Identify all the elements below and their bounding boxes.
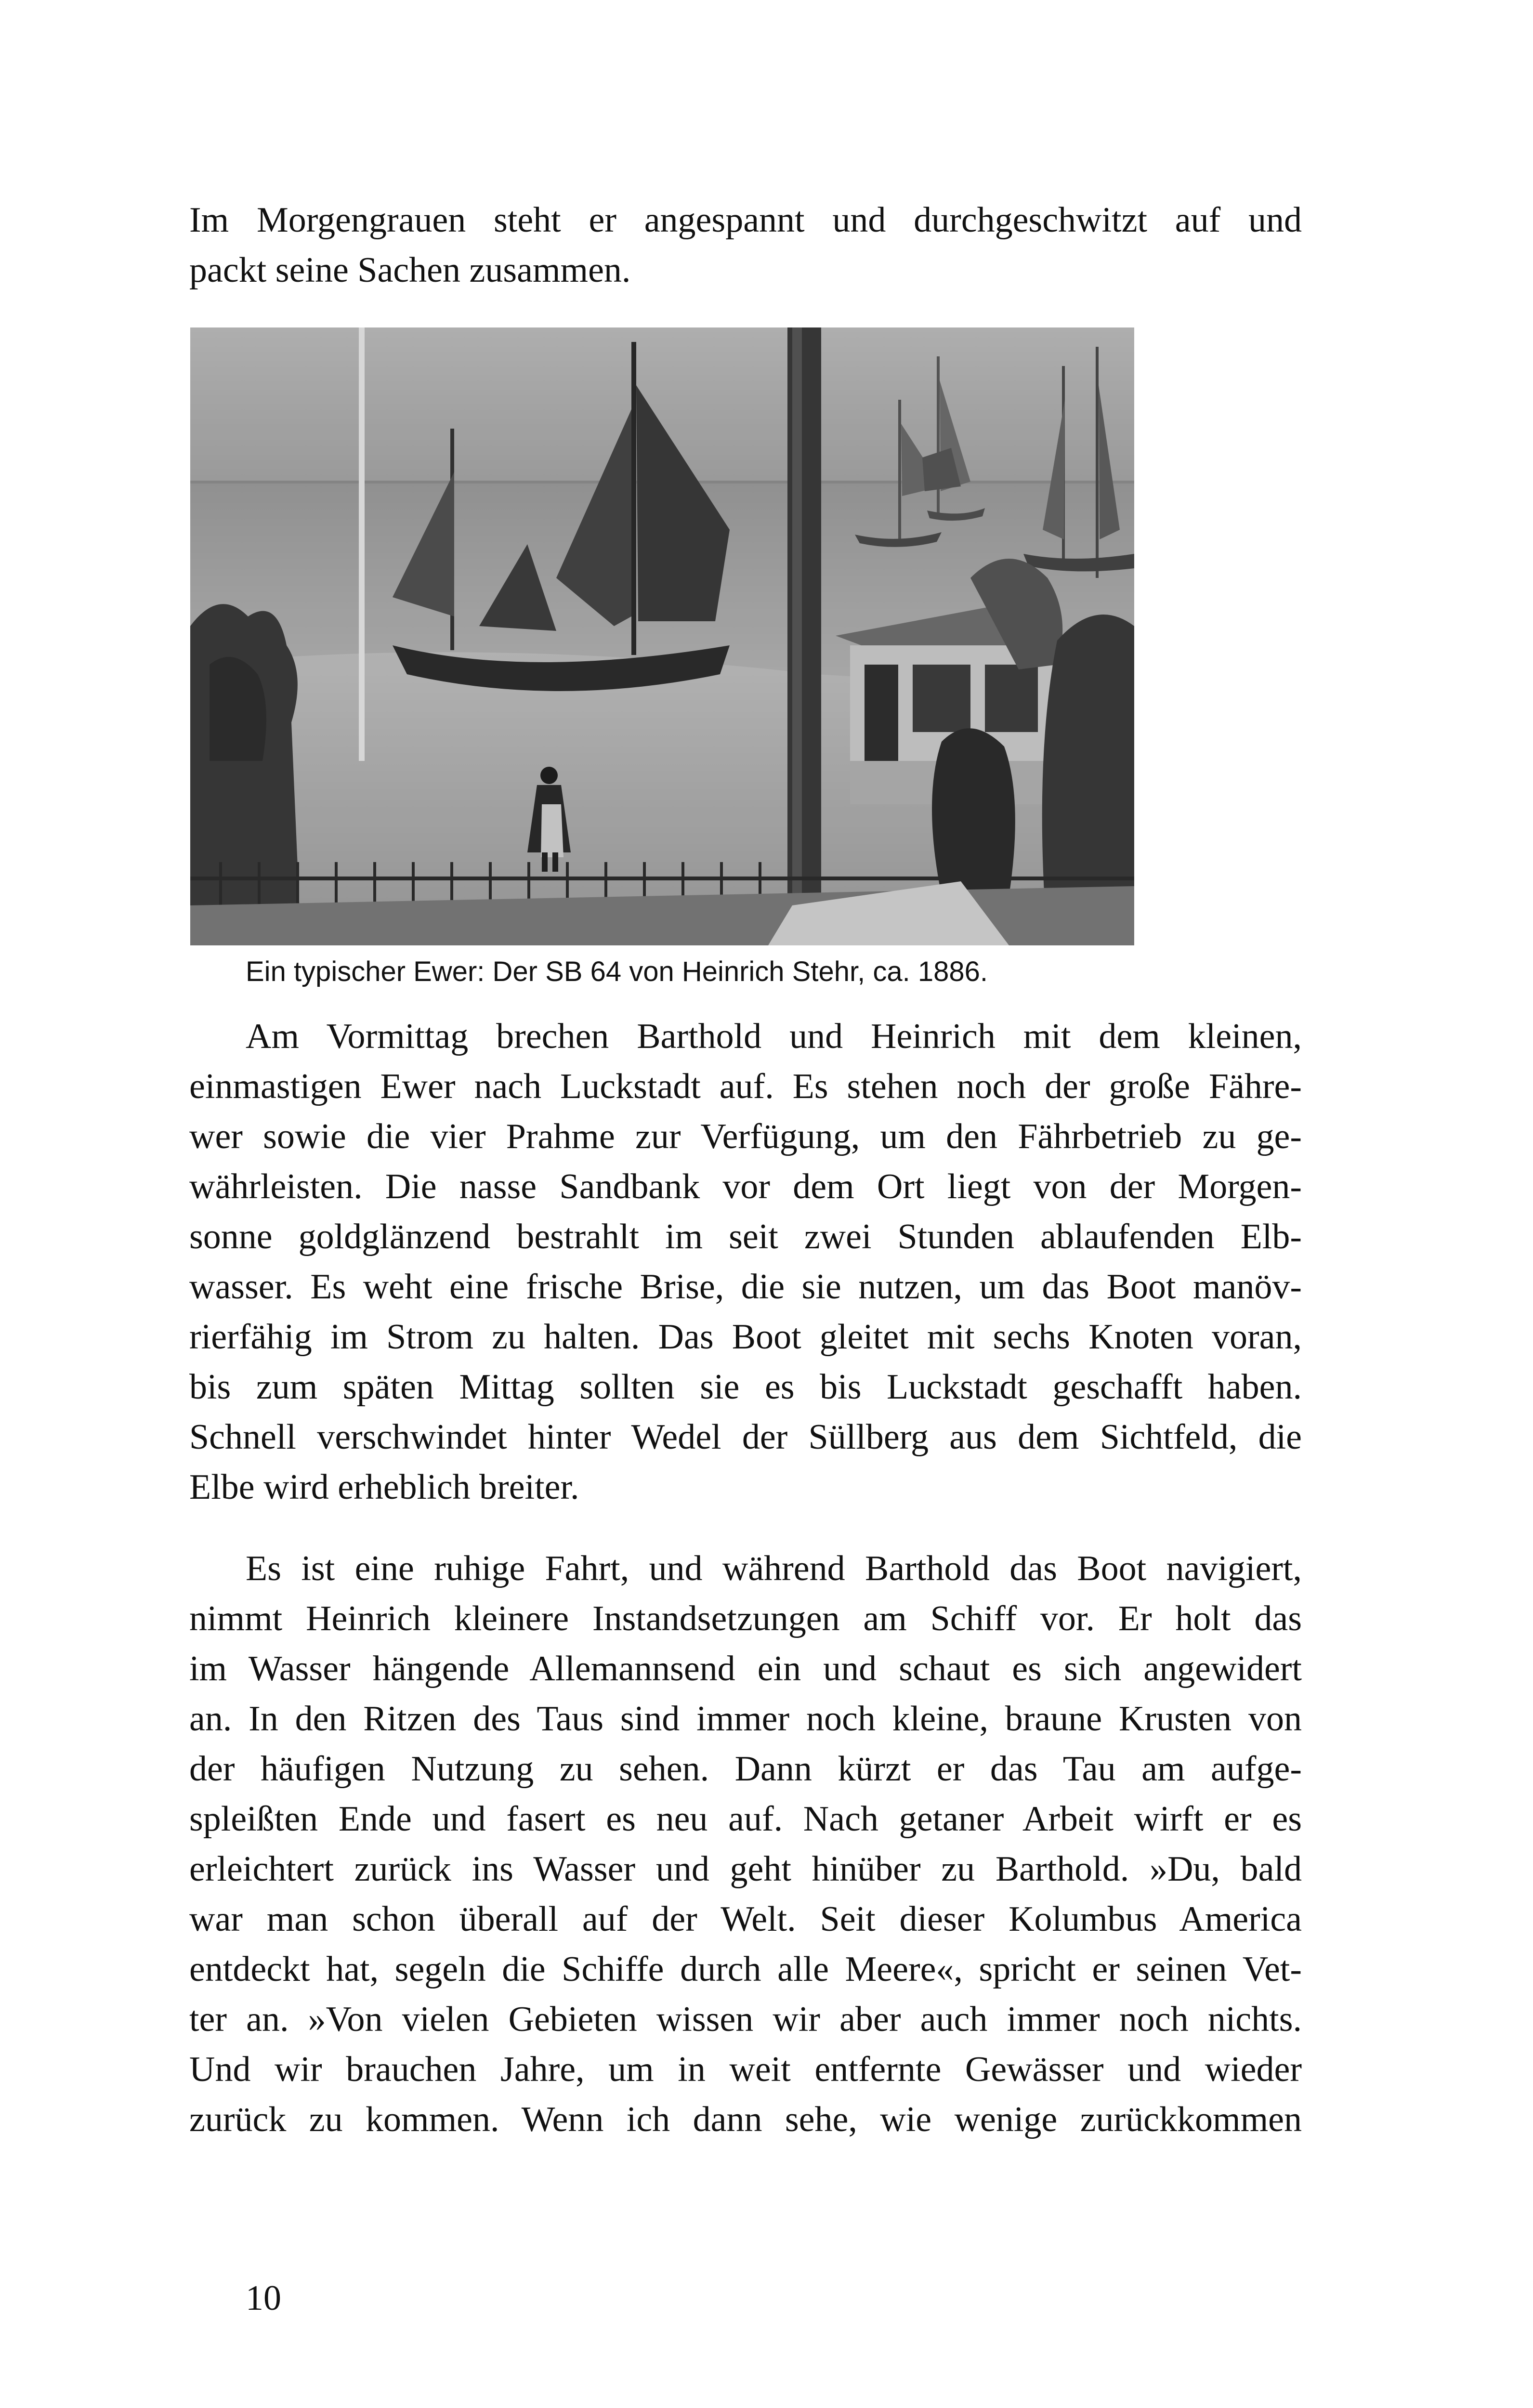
text-line: im Wasser hängende Allemannsend ein und schaut es sich angewidert [189,1649,1302,1688]
text-line: Im Morgengrauen steht er angespannt und durchgeschwitzt auf und [189,200,1302,240]
text-line: ter an. »Von vielen Gebieten wissen wir aber auch immer noch nichts. [189,2000,1302,2039]
intro-paragraph [189,195,1302,295]
text-line: Es ist eine ruhige Fahrt, und während Barthold das Boot navigiert, [246,1549,1302,1588]
text-line: Schnell verschwindet hinter Wedel der Süllberg aus dem Sichtfeld, die [189,1417,1302,1457]
text-line: Und wir brauchen Jahre, um in weit entfernte Gewässer und wieder [189,2050,1302,2089]
paragraph-2 [189,1544,1302,2145]
paragraph-1 [189,1011,1302,1512]
text-line: nimmt Heinrich kleinere Instandsetzungen am Schiff vor. Er holt das [189,1599,1302,1638]
text-line: sonne goldglänzend bestrahlt im seit zwei Stunden ablaufenden Elb- [189,1217,1302,1256]
text-line: packt seine Sachen zusammen. [189,250,631,290]
text-line: wasser. Es weht eine frische Brise, die sie nutzen, um das Boot manöv- [189,1267,1302,1307]
text-line: rierfähig im Strom zu halten. Das Boot gleitet mit sechs Knoten voran, [189,1317,1302,1357]
text-line: spleißten Ende und fasert es neu auf. Nach getaner Arbeit wirft er es [189,1799,1302,1839]
page-number: 10 [246,2278,281,2318]
photo-caption: Ein typischer Ewer: Der SB 64 von Heinrich Stehr, ca. 1886. [246,956,988,987]
photo-harbor-sailboats-icon [190,327,1134,945]
text-line: erleichtert zurück ins Wasser und geht hinüber zu Barthold. »Du, bald [189,1849,1302,1889]
text-line: währleisten. Die nasse Sandbank vor dem Ort liegt von der Morgen- [189,1167,1302,1206]
text-line: einmastigen Ewer nach Luckstadt auf. Es stehen noch der große Fähre- [189,1067,1302,1106]
text-line: an. In den Ritzen des Taus sind immer noch kleine, braune Krusten von [189,1699,1302,1739]
text-line: war man schon überall auf der Welt. Seit dieser Kolumbus America [189,1899,1302,1939]
text-line: der häufigen Nutzung zu sehen. Dann kürzt er das Tau am aufge- [189,1749,1302,1789]
text-line: zurück zu kommen. Wenn ich dann sehe, wie wenige zurückkommen [189,2100,1302,2139]
text-line: Elbe wird erheblich breiter. [189,1467,579,1507]
text-line: wer sowie die vier Prahme zur Verfügung, um den Fährbetrieb zu ge- [189,1117,1302,1156]
historic-photo [190,327,1134,945]
text-line: Am Vormittag brechen Barthold und Heinrich mit dem kleinen, [246,1017,1302,1056]
text-line: bis zum späten Mittag sollten sie es bis Luckstadt geschafft haben. [189,1367,1302,1407]
text-line: entdeckt hat, segeln die Schiffe durch alle Meere«, spricht er seinen Vet- [189,1950,1302,1989]
